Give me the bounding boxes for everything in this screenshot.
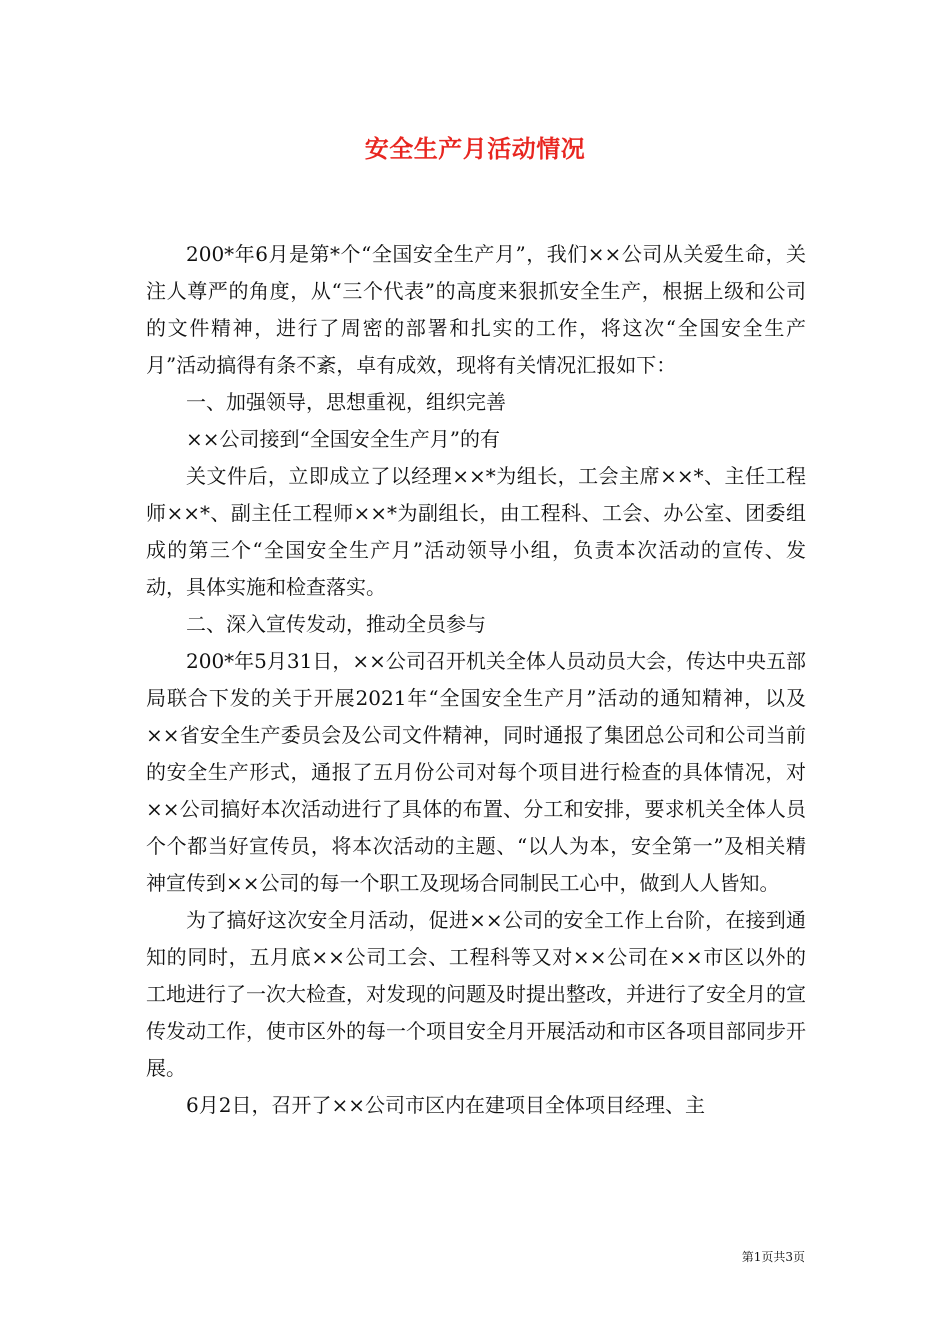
paragraph-intro: 200*年6月是第*个“全国安全生产月”，我们××公司从关爱生命，关注人尊严的角度，从“三个代表”的高度来狠抓安全生产，根据上级和公司的文件精神，进行了周密的部署和扎实的工作，将这次“全国安全生产月”活动搞得有条不紊，卓有成效，现将有关情况汇报如下： [146,242,806,377]
paragraph-2a: 200*年5月31日，××公司召开机关全体人员动员大会，传达中央五部局联合下发的关于开展2021年“全国安全生产月”活动的通知精神，以及××省安全生产委员会及公司文件精神，同时通报了集团总公司和公司当前的安全生产形式，通报了五月份公司对每个项目进行检查的具体情况，对××公司搞好本次活动进行了具体的布置、分工和安排，要求机关全体人员个个都当好宣传员，将本次活动的主题、“以人为本，安全第一”及相关精神宣传到××公司的每一个职工及现场合同制民工心中，做到人人皆知。 [146,649,806,895]
document-title: 安全生产月活动情况 [364,134,586,163]
paragraph-2b: 为了搞好这次安全月活动，促进××公司的安全工作上台阶，在接到通知的同时，五月底××公司工会、工程科等又对××公司在××市区以外的工地进行了一次大检查，对发现的问题及时提出整改，并进行了安全月的宣传发动工作，使市区外的每一个项目安全月开展活动和市区各项目部同步开展。 [146,908,806,1080]
paragraph-1b: 关文件后，立即成立了以经理××*为组长，工会主席××*、主任工程师××*、副主任工程师××*为副组长，由工程科、工会、办公室、团委组成的第三个“全国安全生产月”活动领导小组，负责本次活动的宣传、发动，具体实施和检查落实。 [146,464,806,599]
section-heading-1: 一、加强领导，思想重视，组织完善 [186,390,506,414]
page-number: 第1页共3页 [741,1250,805,1264]
paragraph-1a: ××公司接到“全国安全生产月”的有 [186,427,500,451]
paragraph-2c: 6月2日，召开了××公司市区内在建项目全体项目经理、主 [186,1093,705,1117]
section-heading-2: 二、深入宣传发动，推动全员参与 [186,612,486,636]
document-body [146,236,806,1124]
